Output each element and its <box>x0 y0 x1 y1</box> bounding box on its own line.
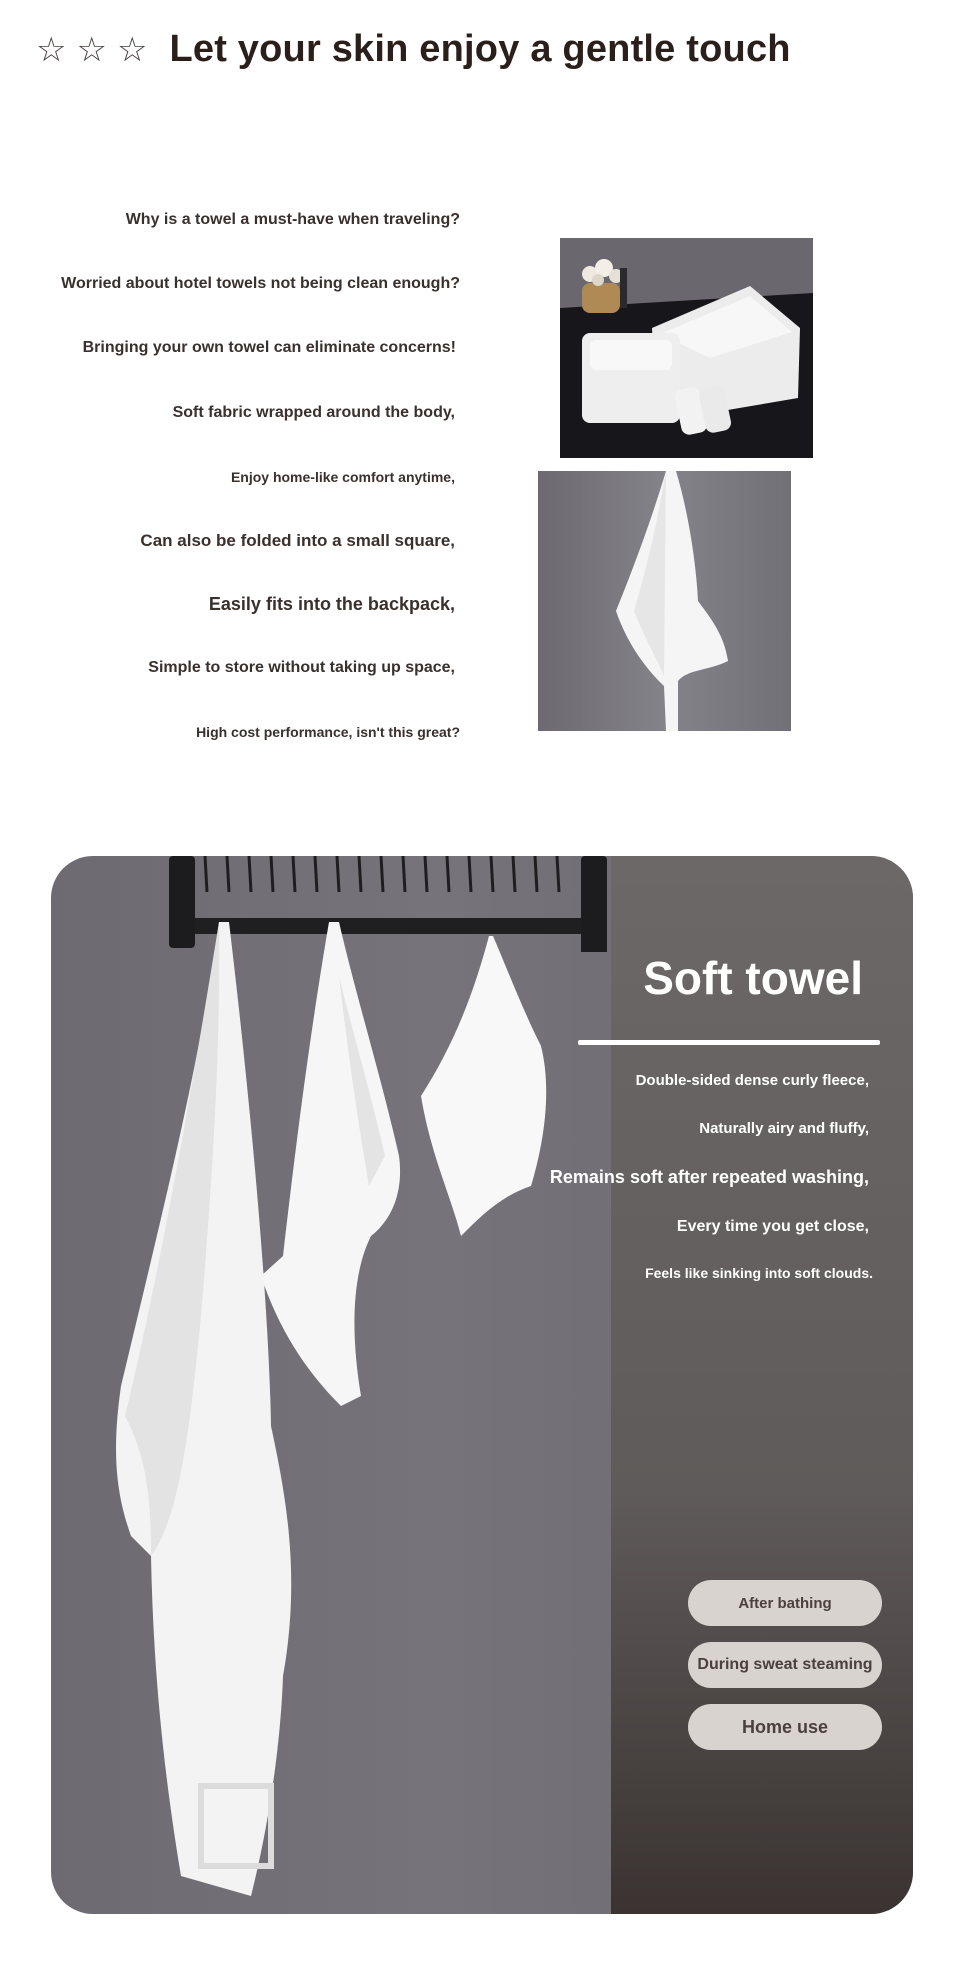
star-icon: ☆ <box>116 30 148 69</box>
intro-line: High cost performance, isn't this great? <box>196 724 460 740</box>
feature-line: Remains soft after repeated washing, <box>549 1167 869 1187</box>
page-header <box>36 28 791 71</box>
hanging-towel-photo <box>538 471 791 731</box>
intro-line: Bringing your own towel can eliminate concerns! <box>82 339 456 356</box>
intro-line: Worried about hotel towels not being clean enough? <box>61 275 460 292</box>
usage-chip-sweat-steaming: During sweat steaming <box>688 1642 882 1688</box>
feature-line: Double-sided dense curly fleece, <box>635 1072 869 1089</box>
panel-shade <box>611 856 913 1914</box>
usage-chip-home-use: Home use <box>688 1704 882 1750</box>
star-icon: ☆ <box>36 30 67 69</box>
intro-line: Why is a towel a must-have when traveling? <box>125 211 460 228</box>
star-rating <box>36 30 148 69</box>
star-icon: ☆ <box>76 30 107 69</box>
soft-towel-panel <box>51 856 913 1914</box>
intro-line: Enjoy home-like comfort anytime, <box>230 469 455 485</box>
panel-title: Soft towel <box>643 952 863 1004</box>
usage-chip-after-bathing: After bathing <box>688 1580 882 1626</box>
feature-line: Naturally airy and fluffy, <box>699 1120 869 1137</box>
feature-line: Feels like sinking into soft clouds. <box>645 1265 873 1281</box>
intro-line: Easily fits into the backpack, <box>208 594 455 614</box>
title-divider <box>578 1040 880 1045</box>
feature-line: Every time you get close, <box>676 1218 869 1235</box>
hanging-towels-illustration <box>51 856 611 1914</box>
towel-set-photo <box>560 238 813 458</box>
page-title: Let your skin enjoy a gentle touch <box>169 28 791 70</box>
intro-line: Simple to store without taking up space, <box>148 659 455 676</box>
intro-line: Soft fabric wrapped around the body, <box>172 404 455 421</box>
intro-line: Can also be folded into a small square, <box>140 531 455 550</box>
